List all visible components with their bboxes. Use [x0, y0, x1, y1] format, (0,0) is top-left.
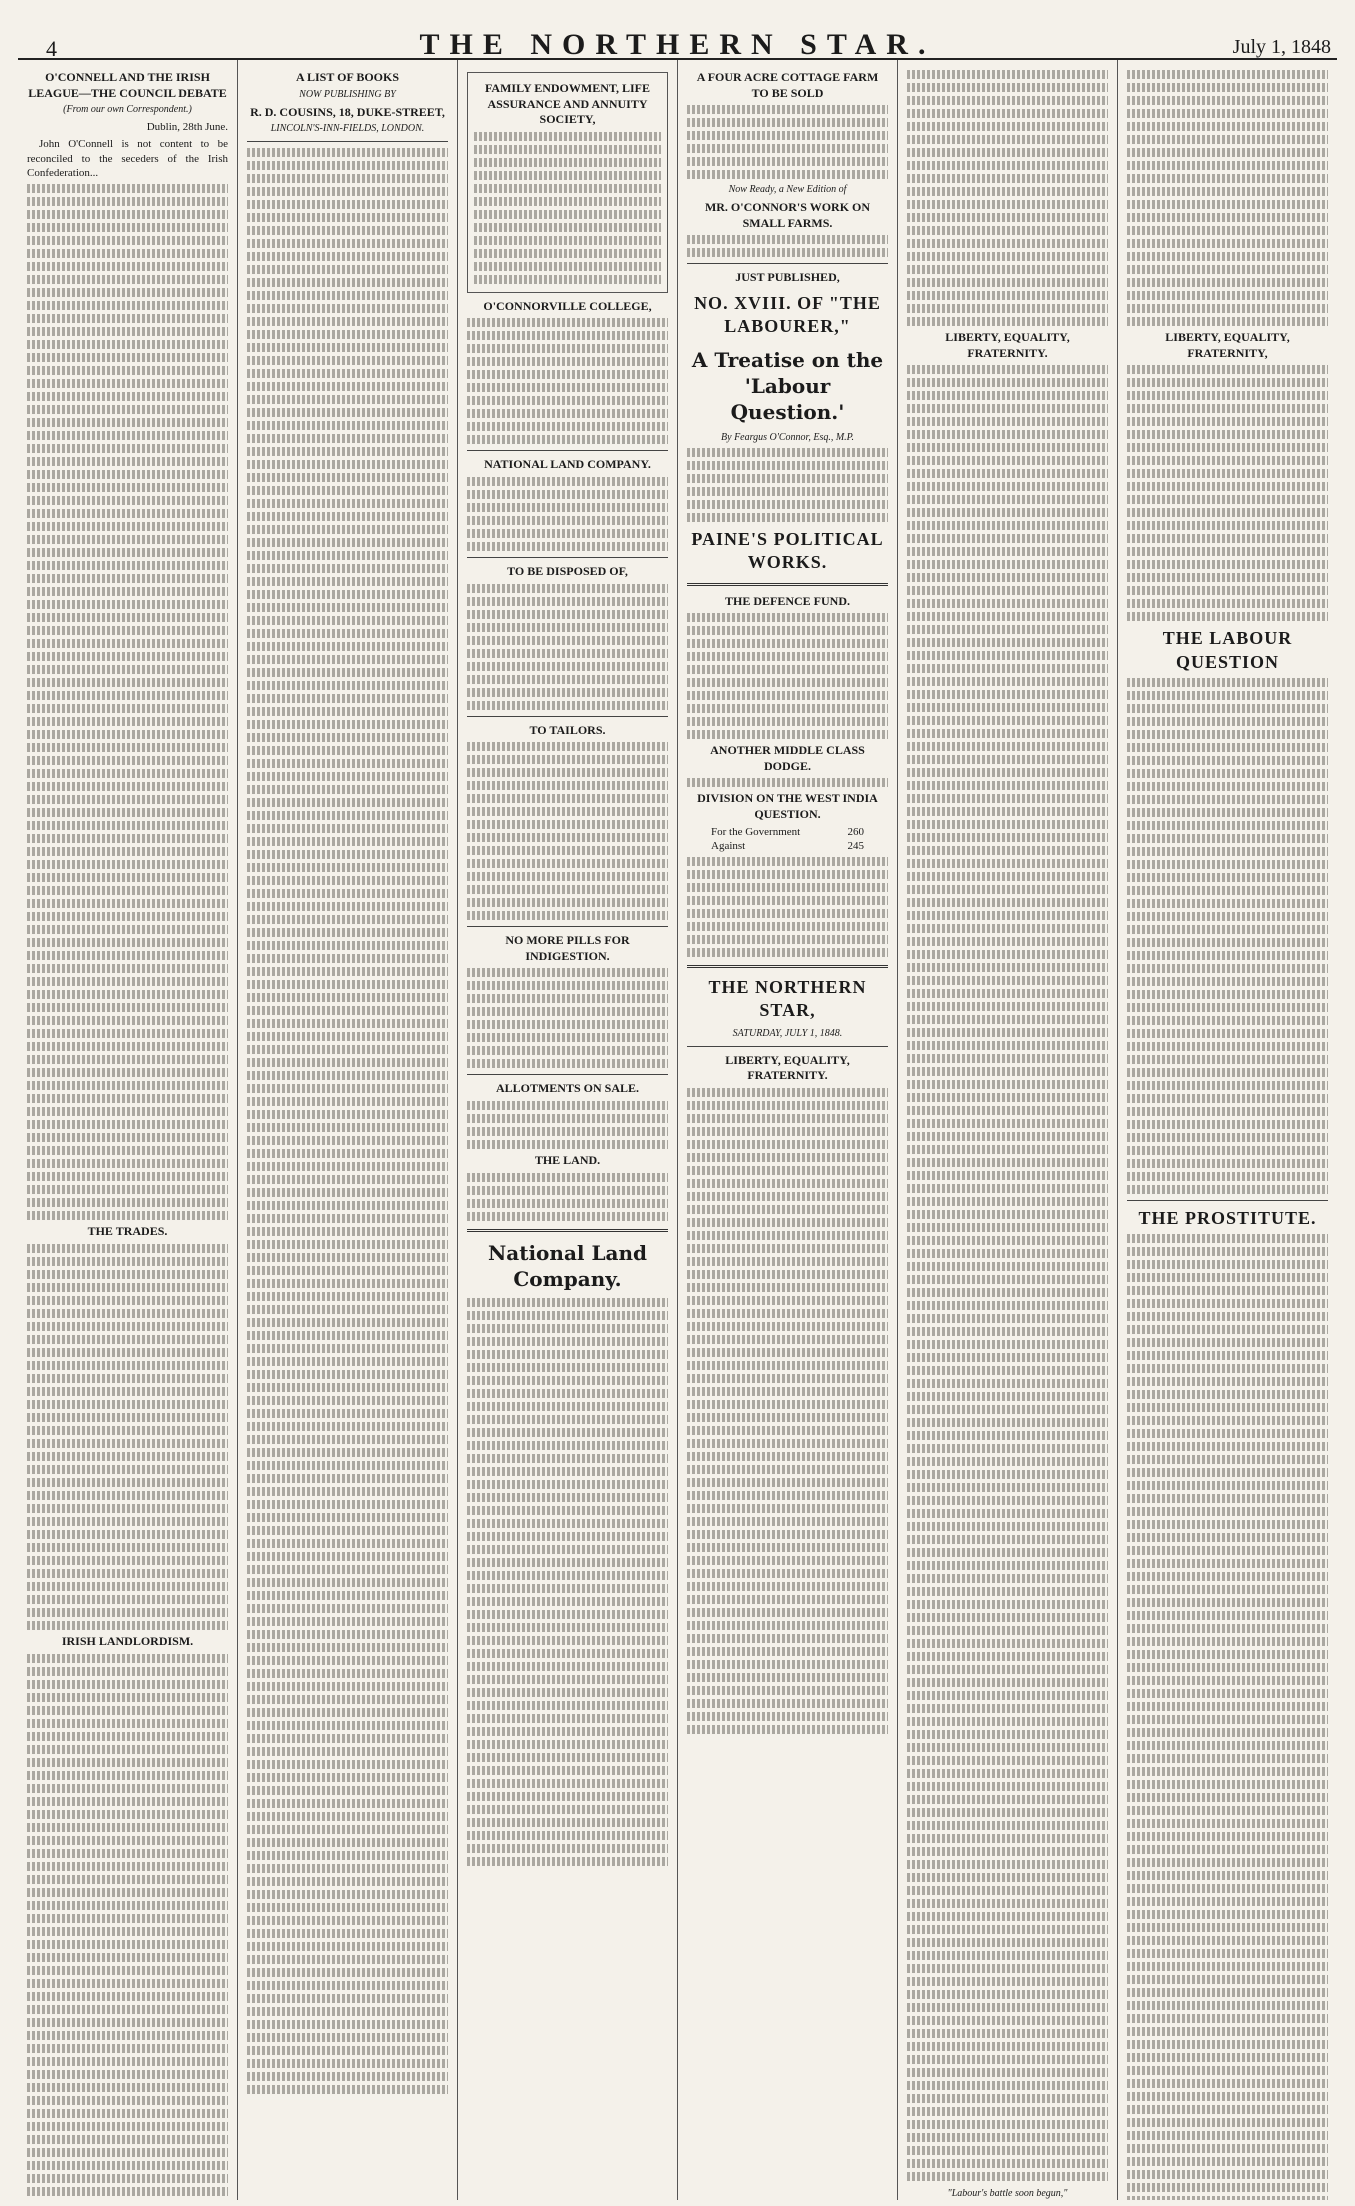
column-5 [898, 60, 1118, 2200]
col1-lead: John O'Connell is not content to be reconciled to the seceders of the Irish Confederation... [27, 138, 228, 180]
just-published: JUST PUBLISHED, [735, 270, 840, 285]
col2-address: LINCOLN'S-INN-FIELDS, LONDON. [270, 123, 425, 135]
column-3 [458, 60, 678, 2200]
ad-disposal: TO BE DISPOSED OF, [507, 563, 628, 578]
star-section-title: THE NORTHERN STAR, [708, 977, 867, 1021]
col1-dateline: Dublin, 28th June. [146, 121, 228, 134]
labourer-series: NO. XVIII. OF "THE LABOURER," [694, 292, 881, 337]
paine-works: PAINE'S POLITICAL WORKS. [691, 528, 884, 573]
ad-cottage-farm: A FOUR ACRE COTTAGE FARM TO BE SOLD [696, 70, 879, 100]
column-4: A FOUR ACRE COTTAGE FARM TO BE SOLD Now Ready, a New Edition of MR. O'CONNOR'S WORK ON SMALL FARMS. JUST PUBLISHED, NO. XVIII. OF "THE LABOURER," A Treatise on the 'Labour Question.' By Feargus O'Connor, Esq., M.P. PAINE'S POLITICAL WORKS. THE DEFENCE FUND. ANOTHER MIDDLE CLASS DODGE. DIVISION ON THE WEST INDIA QUESTION. For the Government 260 Against 245 THE NORTHERN STAR, SATURDAY, JULY 1, 1848. LIBERTY, EQUALITY, FRATERNITY. [678, 60, 898, 2200]
defence-fund-heading: THE DEFENCE FUND. [724, 593, 850, 608]
ad-the-land: THE LAND. [534, 1152, 601, 1167]
labour-question-heading: THE LABOUR QUESTION [1162, 628, 1293, 672]
col2-headline: A LIST OF BOOKS [295, 70, 400, 84]
prostitute-heading: THE PROSTITUTE. [1138, 1207, 1317, 1228]
column-2 [238, 60, 458, 2200]
column-6 [1118, 60, 1337, 2200]
vote-row-government: For the Government 260 [711, 825, 864, 838]
col1-landlord-heading: IRISH LANDLORDISM. [61, 1633, 194, 1648]
col5-poem-line: "Labour's battle soon begun," [947, 2188, 1068, 2200]
ad-indigestion: NO MORE PILLS FOR INDIGESTION. [505, 933, 630, 963]
col3-land-company-headline: National Land Company. [487, 1240, 648, 1291]
ad-allotments: ALLOTMENTS ON SALE. [495, 1081, 640, 1096]
col2-subhead: NOW PUBLISHING BY [299, 88, 396, 100]
ad-family-endowment: FAMILY ENDOWMENT, LIFE ASSURANCE AND ANNUITY SOCIETY, [467, 72, 668, 293]
col2-book-list [247, 148, 448, 2094]
col5-liberty-heading: LIBERTY, EQUALITY, FRATERNITY. [945, 330, 1070, 360]
vote-row-against: Against 245 [711, 839, 864, 852]
col1-trades-heading: THE TRADES. [87, 1224, 168, 1239]
treatise-author: By Feargus O'Connor, Esq., M.P. [721, 431, 854, 443]
masthead [18, 6, 1337, 60]
page-number: 4 [46, 36, 57, 61]
column-1 [18, 60, 238, 2200]
ad-college: O'CONNORVILLE COLLEGE, [483, 298, 652, 313]
west-india-heading: DIVISION ON THE WEST INDIA QUESTION. [697, 791, 878, 821]
treatise-title: A Treatise on the 'Labour Question.' [691, 347, 884, 424]
star-section-date: SATURDAY, JULY 1, 1848. [732, 1027, 843, 1039]
paper-title: THE NORTHERN STAR. [419, 28, 936, 61]
ad-land-company: NATIONAL LAND COMPANY. [484, 457, 651, 472]
col1-headline: O'CONNELL AND THE IRISH LEAGUE—THE COUNCIL DEBATE [28, 70, 227, 100]
issue-date: July 1, 1848 [1232, 36, 1331, 58]
ad-tailors: TO TAILORS. [529, 722, 606, 737]
col6-liberty-list: LIBERTY, EQUALITY, FRATERNITY, [1165, 330, 1290, 360]
middle-class-heading: ANOTHER MIDDLE CLASS DODGE. [710, 743, 865, 773]
ad-small-farms: MR. O'CONNOR'S WORK ON SMALL FARMS. [704, 200, 871, 230]
col1-subhead: (From our own Correspondent.) [63, 104, 192, 116]
col1-body-text [27, 184, 228, 1220]
liberty-heading: LIBERTY, EQUALITY, FRATERNITY. [725, 1052, 850, 1083]
col2-publisher: R. D. COUSINS, 18, DUKE-STREET, [250, 104, 445, 119]
